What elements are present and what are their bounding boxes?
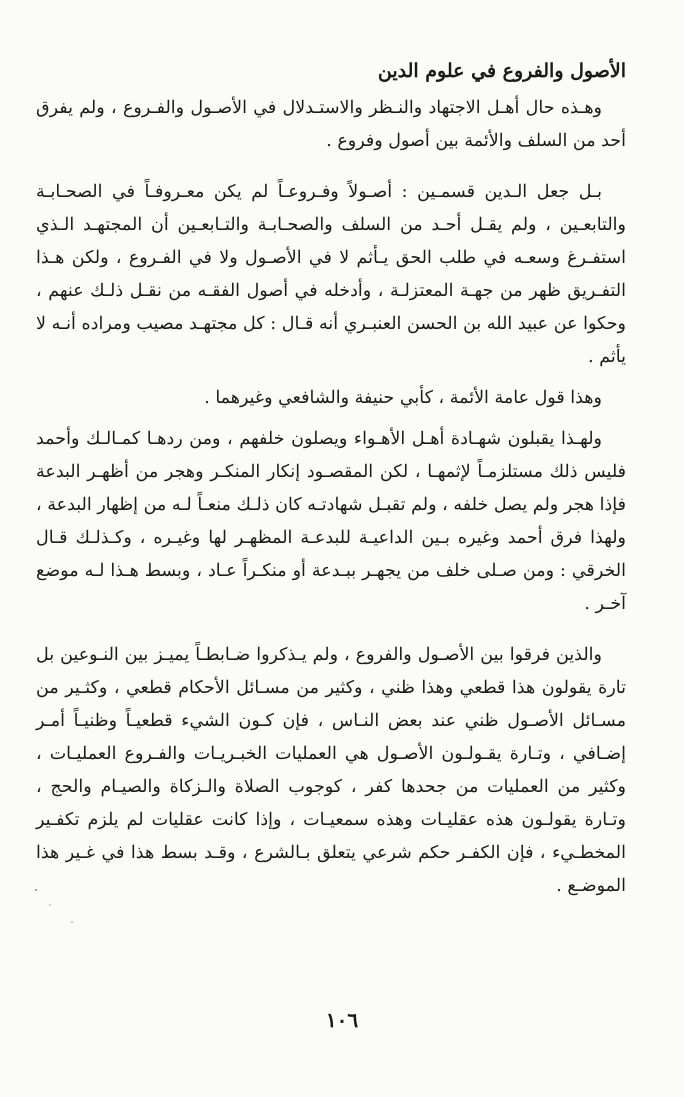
paragraph-spacer <box>36 374 626 382</box>
running-heading: الأصول والفروع في علوم الدين <box>377 60 626 82</box>
paragraph-4: ولهـذا يقبلون شهـادة أهـل الأهـواء ويصلون خلفهم ، ومن ردهـا كمـالـك وأحمد فليس ذلك مستلزمـاً لإثمهـا ، لكن المقصـود إنكار المنكـر وهجر من أظهـر البدعة فإذا هجر ولم يصل خلفه ، ولم تقبـل شهادتـه كان ذلـك منعـاً لـه من إظهار البدعة ، ولهذا فرق أحمد وغيره بـين الداعيـة للبدعـة المظهـر لها وغيـره ، وكـذلـك قـال الخرقي : ومن صـلى خلف من يجهـر ببـدعة أو منكـراً عـاد ، وبسط هـذا لـه موضع آخـر . <box>36 429 626 614</box>
paragraph-spacer <box>36 158 626 176</box>
paragraph-spacer <box>36 415 626 423</box>
paragraph-2: بـل جعل الـدين قسمـين : أصـولاً وفـروعـاً لم يكن معـروفـاً في الصحـابـة والتابعـين ، ولم يقـل أحـد من السلف والصحـابـة والتـابعـين أن المجتهـد الـذي استفـرغ وسعـه في طلب الحق يـأثم لا في الأصـول ولا في الفـروع ، ولكن هـذا التفـريق ظهر من جهـة المعتزلـة ، وأدخله في أصول الفقـه من نقـل ذلـك عنهم ، وحكوا عن عبيد الله بن الحسن العنبـري أنه قـال : كل مجتهـد مصيب ومراده أنـه لا يأثم . <box>36 182 626 367</box>
paragraph-spacer <box>36 621 626 639</box>
paragraph-1: وهـذه حال أهـل الاجتهاد والنـظر والاستـدلال في الأصـول والفـروع ، ولم يفرق أحد من السلف والأئمة بين أصول وفروع . <box>36 98 626 151</box>
paragraph-3: وهذا قول عامة الأئمة ، كأبي حنيفة والشافعي وغيرهما . <box>204 388 602 408</box>
paragraph-5: والذين فرقوا بين الأصـول والفروع ، ولم يـذكروا ضـابطـاً يميـز بين النـوعين بل تارة يقولون هذا قطعي وهذا ظني ، وكثير من مسـائل الأحكام قطعي ، وكثـير من مسـائل الأصـول ظني عند بعض النـاس ، فإن كـون الشيء قطعيـاً وظنيـاً أمـر إضـافي ، وتـارة يقـولـون الأصـول هي العمليات الخبـريـات والفـروع العمليـات ، وكثير من العمليات من جحدها كفر ، كوجوب الصلاة والـزكاة والصيـام والحج ، وتـارة يقولـون هذه عقليـات وهذه سمعيـات ، وإذا كانت عقليات لم يلزم تكفـير المخطـيء ، فإن الكفـر حكم شرعي يتعلق بـالشرع ، وقـد بسط هذا في غـير هذا الموضـع . <box>36 645 626 896</box>
page-number: ١٠٦ <box>325 1008 359 1032</box>
